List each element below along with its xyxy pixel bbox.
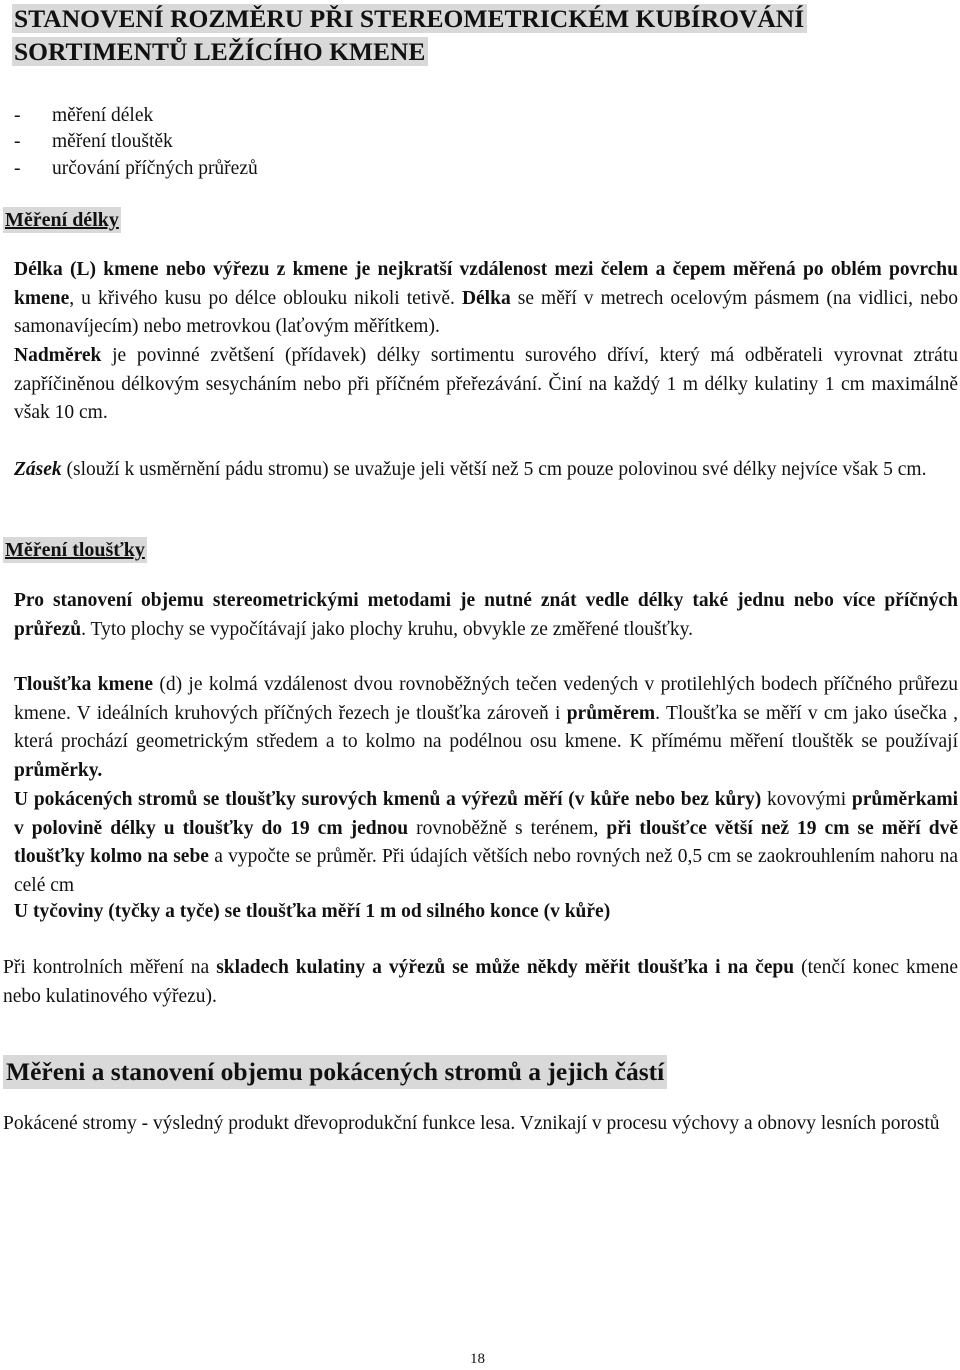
paragraph-control-measurement: Při kontrolních měření na skladech kulatiny a výřezů se může někdy měřit tloušťka i na čepu (tenčí konec kmene nebo kulatinového výřezu). [3, 957, 958, 1007]
title-line-2: SORTIMENTŮ LEŽÍCÍHO KMENE [12, 37, 428, 66]
page-title [12, 2, 807, 68]
section-heading-volume: Měřeni a stanovení objemu pokácených stromů a jejich částí [3, 1055, 667, 1089]
list-item: - měření tlouštěk [14, 131, 173, 152]
paragraph-length-definition: Délka (L) kmene nebo výřezu z kmene je nejkratší vzdálenost mezi čelem a čepem měřená po oblém povrchu kmene, u křivého kusu po délce oblouku nikoli tetivě. Délka se měří v metrech ocelovým pásmem (na vidlici, nebo samonavíjecím) nebo metrovkou (laťovým měřítkem). [14, 259, 959, 338]
section-heading-thickness: Měření tloušťky [5, 539, 145, 561]
list-item: - měření délek [14, 105, 154, 126]
section-heading-length: Měření délky [5, 209, 119, 231]
paragraph-notch: Zásek (slouží k usměrnění pádu stromu) se uvažuje jeli větší než 5 cm pouze polovinou své délky nejvíce však 5 cm. [14, 459, 927, 480]
paragraph-poles: U tyčoviny (tyčky a tyče) se tloušťka měří 1 m od silného konce (v kůře) [14, 901, 611, 922]
page-number: 18 [470, 1351, 485, 1367]
paragraph-cross-sections: Pro stanovení objemu stereometrickými metodami je nutné znát vedle délky také jednu nebo více příčných průřezů. Tyto plochy se vypočítávají jako plochy kruhu, obvykle ze změřené tloušťky. [14, 590, 958, 640]
title-line-1: STANOVENÍ ROZMĚRU PŘI STEREOMETRICKÉM KUBÍROVÁNÍ [12, 4, 807, 33]
paragraph-trunk-thickness: Tloušťka kmene (d) je kolmá vzdálenost dvou rovnoběžných tečen vedených v protilehlých bodech příčného průřezu kmene. V ideálních kruhových příčných řezech je tloušťka zároveň i průměrem. Tloušťka se měří v cm jako úsečka , která prochází geometrickým středem a to kolmo na podélnou osu kmene. K přímému měření tlouštěk se používají průměrky. [14, 674, 959, 781]
list-item: - určování příčných průřezů [14, 158, 258, 179]
paragraph-overlength: Nadměrek je povinné zvětšení (přídavek) délky sortimentu surového dříví, který má odběrateli vyrovnat ztrátu zapříčiněnou délkovým sesycháním nebo při příčném přeřezávání. Činí na každý 1 m délky kulatiny 1 cm maximálně však 10 cm. [14, 345, 958, 424]
paragraph-felled-trees: U pokácených stromů se tloušťky surových kmenů a výřezů měří (v kůře nebo bez kůry) kovovými průměrkami v polovině délky u tloušťky do 19 cm jednou rovnoběžně s terénem, při tloušťce větší než 19 cm se měří dvě tloušťky kolmo na sebe a vypočte se průměr. Při údajích větších nebo rovných než 0,5 cm se zaokrouhlením nahoru na celé cm [14, 789, 959, 896]
paragraph-felled-trees-volume: Pokácené stromy - výsledný produkt dřevoprodukční funkce lesa. Vznikají v procesu výchovy a obnovy lesních porostů [3, 1113, 940, 1134]
